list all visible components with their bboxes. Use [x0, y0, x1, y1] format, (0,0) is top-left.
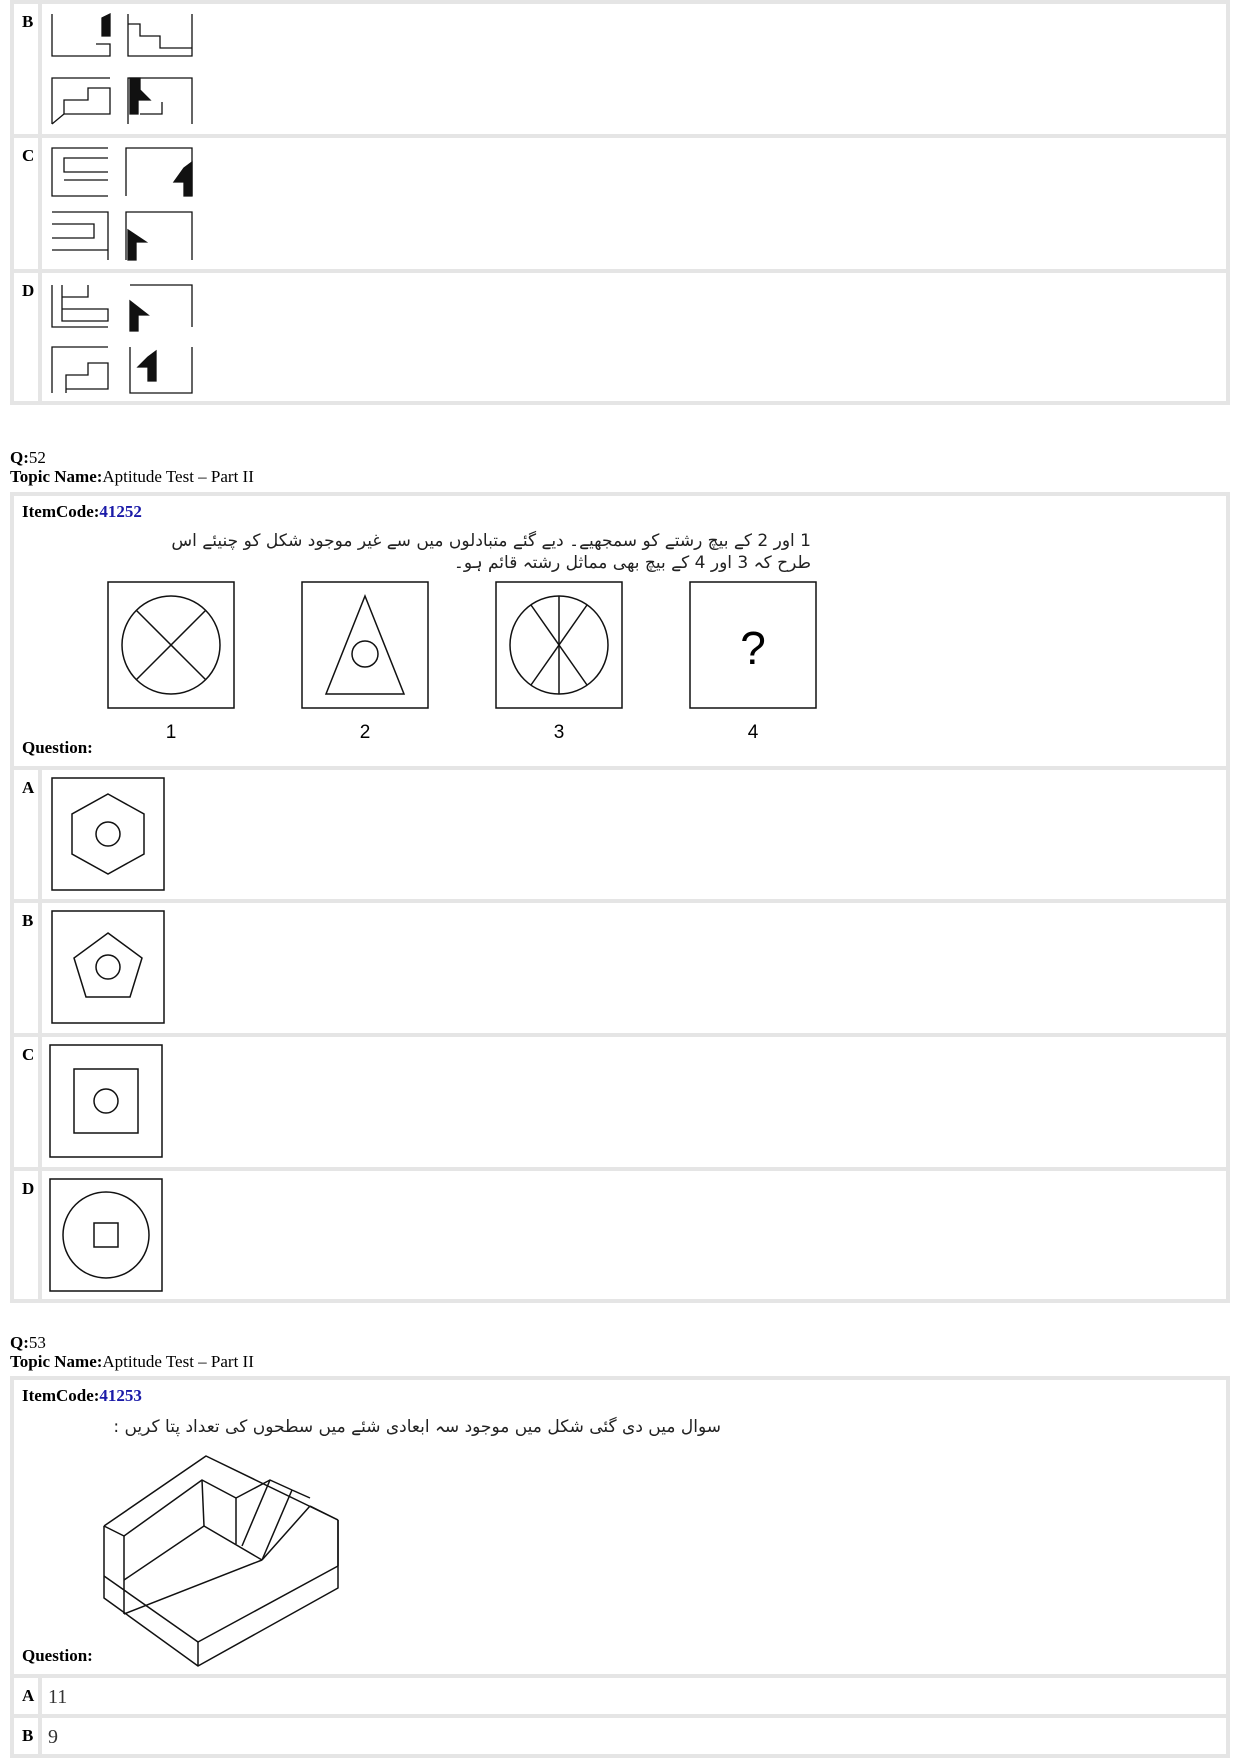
- question-mark: ?: [740, 622, 766, 674]
- figure-number: 2: [359, 722, 371, 743]
- q51-option-b-figure: [42, 4, 212, 134]
- pentagon-with-circle-figure: [42, 903, 172, 1028]
- option-figure: [42, 273, 1226, 401]
- question-number: Q:52: [10, 448, 46, 467]
- item-code: ItemCode:41252: [22, 502, 142, 521]
- option-label: C: [14, 1037, 42, 1167]
- q51-option-d[interactable]: [14, 269, 1226, 401]
- option-label: D: [14, 1171, 42, 1299]
- q52-option-d[interactable]: [14, 1167, 1226, 1299]
- hexagon-with-circle-figure: [42, 770, 172, 895]
- option-text: 11: [48, 1686, 68, 1708]
- option-label: B: [14, 903, 42, 1033]
- q53-question: [14, 1380, 1226, 1674]
- q53-header: [10, 1333, 254, 1371]
- option-label: B: [14, 1718, 42, 1754]
- q51-option-c-figure: [42, 138, 212, 269]
- option-figure: [42, 4, 1226, 134]
- option-text: 9: [48, 1726, 58, 1748]
- question-text-urdu: 1 اور 2 کے بیچ رشتے کو سمجھیے۔ دیے گئے متبادلوں میں سے غیر موجود شکل کو چنیئے اس طرح کہ 3 اور 4 کے بیچ بھی مماثل رشتہ قائم ہو۔: [171, 531, 811, 573]
- figure-numbers: [166, 722, 759, 743]
- q52-option-b[interactable]: [14, 899, 1226, 1033]
- circle-with-square-figure: [42, 1171, 172, 1296]
- option-label: A: [14, 1678, 42, 1714]
- option-figure: [42, 1037, 1226, 1167]
- figure-number: 1: [165, 722, 177, 743]
- option-figure: [42, 903, 1226, 1033]
- option-figure: [42, 770, 1226, 899]
- question-text-urdu: سوال میں دی گئی شکل میں موجود سہ ابعادی شئے میں سطحوں کی تعداد پتا کریں :: [113, 1417, 721, 1437]
- q51-option-d-figure: [42, 273, 212, 401]
- option-label: B: [14, 4, 42, 134]
- figure-number: 3: [553, 722, 565, 743]
- q52-question-row: [14, 496, 1226, 766]
- item-code: ItemCode:41253: [22, 1386, 142, 1405]
- question-label: Question:: [22, 738, 93, 757]
- q53-option-b[interactable]: [14, 1714, 1226, 1754]
- q52-figure-series: [94, 580, 854, 750]
- option-label: D: [14, 273, 42, 401]
- q52-question: [14, 496, 1226, 766]
- option-label: C: [14, 138, 42, 269]
- figure-number: 4: [747, 722, 759, 743]
- option-label: A: [14, 770, 42, 899]
- square-with-circle-figure: [42, 1037, 172, 1162]
- option-figure: [42, 1171, 1226, 1299]
- q53-table: [10, 1376, 1230, 1758]
- q53-3d-figure: [102, 1446, 342, 1671]
- q51-options-table: [10, 0, 1230, 405]
- q53-option-a[interactable]: [14, 1674, 1226, 1714]
- q53-question-row: [14, 1380, 1226, 1674]
- option-figure: [42, 138, 1226, 269]
- q51-option-c[interactable]: [14, 134, 1226, 269]
- q52-header: [10, 448, 254, 486]
- q52-option-c[interactable]: [14, 1033, 1226, 1167]
- topic-name: Topic Name:Aptitude Test – Part II: [10, 1352, 254, 1371]
- topic-name: Topic Name:Aptitude Test – Part II: [10, 467, 254, 486]
- q52-option-a[interactable]: [14, 766, 1226, 899]
- question-label: Question:: [22, 1646, 93, 1665]
- q51-option-b[interactable]: [14, 4, 1226, 134]
- q52-table: [10, 492, 1230, 1303]
- question-number: Q:53: [10, 1333, 46, 1352]
